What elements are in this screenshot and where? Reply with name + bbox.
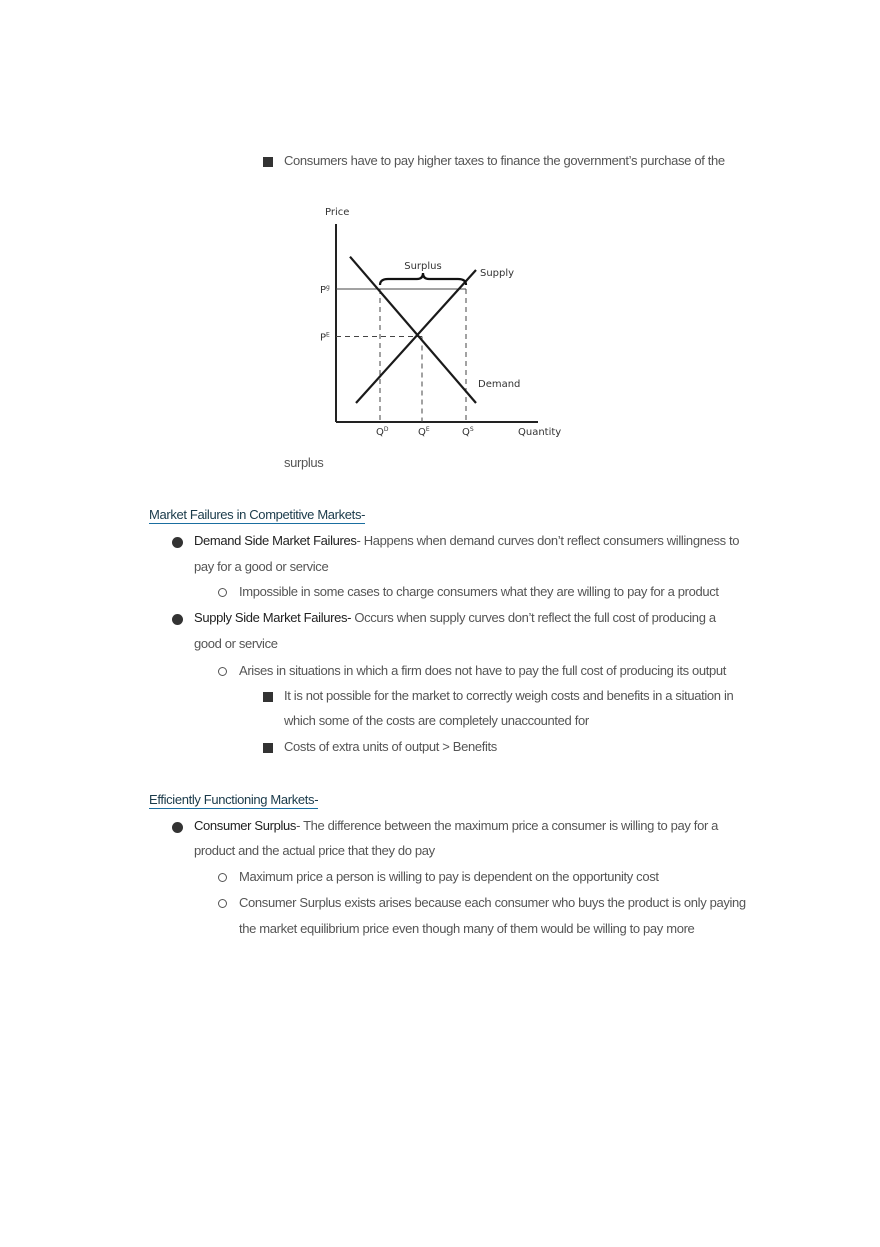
- circle-bullet-icon: [218, 899, 227, 908]
- disc-bullet-icon: [172, 614, 183, 625]
- section-heading-efficient-markets: Efficiently Functioning Markets-: [149, 792, 319, 807]
- circle-bullet-icon: [218, 667, 227, 676]
- supply-label: Supply: [480, 268, 515, 279]
- demand-side-failures-line: [194, 533, 739, 549]
- supply-side-subpoint: Arises in situations in which a firm does not have to pay the full cost of producing its output: [239, 663, 727, 678]
- consumer-surplus-subpoint-2-continuation: the market equilibrium price even though many of them would be willing to pay more: [239, 921, 695, 936]
- consumer-surplus-subpoint-2: Consumer Surplus exists arises because each consumer who buys the product is only paying: [239, 895, 746, 910]
- consumer-surplus-subpoint-1: Maximum price a person is willing to pay is dependent on the opportunity cost: [239, 869, 659, 884]
- supply-side-failures-definition: Occurs when supply curves don’t reflect the full cost of producing a: [351, 610, 716, 625]
- demand-side-subpoint: Impossible in some cases to charge consumers what they are willing to pay for a product: [239, 584, 719, 599]
- square-bullet-icon: [263, 157, 273, 167]
- consumer-surplus-line: [194, 818, 718, 834]
- top-bullet-text: Consumers have to pay higher taxes to finance the government’s purchase of the: [284, 153, 725, 168]
- supply-demand-chart: [300, 200, 570, 445]
- surplus-annotation: Surplus: [404, 261, 442, 272]
- quantity-tick-label: $Q^D$: [376, 426, 389, 438]
- square-bullet-icon: [263, 743, 273, 753]
- demand-side-failures-definition: - Happens when demand curves don’t reflect consumers willingness to: [356, 533, 740, 548]
- square-bullet-icon: [263, 692, 273, 702]
- supply-side-failures-line: [194, 610, 716, 626]
- disc-bullet-icon: [172, 537, 183, 548]
- quantity-tick-superscript: S: [469, 426, 474, 433]
- circle-bullet-icon: [218, 873, 227, 882]
- supply-side-detail-1: It is not possible for the market to correctly weigh costs and benefits in a situation in: [284, 688, 734, 703]
- quantity-tick-superscript: D: [383, 426, 389, 433]
- consumer-surplus-term: Consumer Surplus: [194, 818, 297, 833]
- demand-label: Demand: [478, 379, 521, 390]
- price-tick-label: $P^E$: [320, 331, 330, 344]
- price-tick-label: $P^g$: [320, 284, 330, 296]
- supply-side-failures-term: Supply Side Market Failures-: [194, 610, 352, 625]
- demand-side-failures-term: Demand Side Market Failures: [194, 533, 357, 548]
- surplus-brace: [380, 273, 466, 285]
- supply-side-failures-continuation: good or service: [194, 636, 278, 651]
- quantity-tick-label: $Q^S$: [462, 426, 474, 438]
- section-heading-market-failures: Market Failures in Competitive Markets-: [149, 507, 366, 522]
- x-axis-label: Quantity: [518, 427, 562, 438]
- price-tick-superscript: g: [326, 284, 330, 291]
- consumer-surplus-continuation: product and the actual price that they do pay: [194, 843, 435, 858]
- y-axis-label: Price: [325, 207, 350, 218]
- price-tick-superscript: E: [326, 331, 330, 339]
- top-bullet-continuation: surplus: [284, 455, 324, 470]
- quantity-tick-label: $Q^E$: [418, 426, 430, 438]
- quantity-tick-superscript: E: [425, 426, 430, 433]
- supply-side-detail-2: Costs of extra units of output > Benefits: [284, 739, 497, 754]
- supply-side-detail-1-continuation: which some of the costs are completely unaccounted for: [284, 713, 589, 728]
- demand-side-failures-continuation: pay for a good or service: [194, 559, 329, 574]
- consumer-surplus-definition: - The difference between the maximum price a consumer is willing to pay for a: [296, 818, 719, 833]
- circle-bullet-icon: [218, 588, 227, 597]
- disc-bullet-icon: [172, 822, 183, 833]
